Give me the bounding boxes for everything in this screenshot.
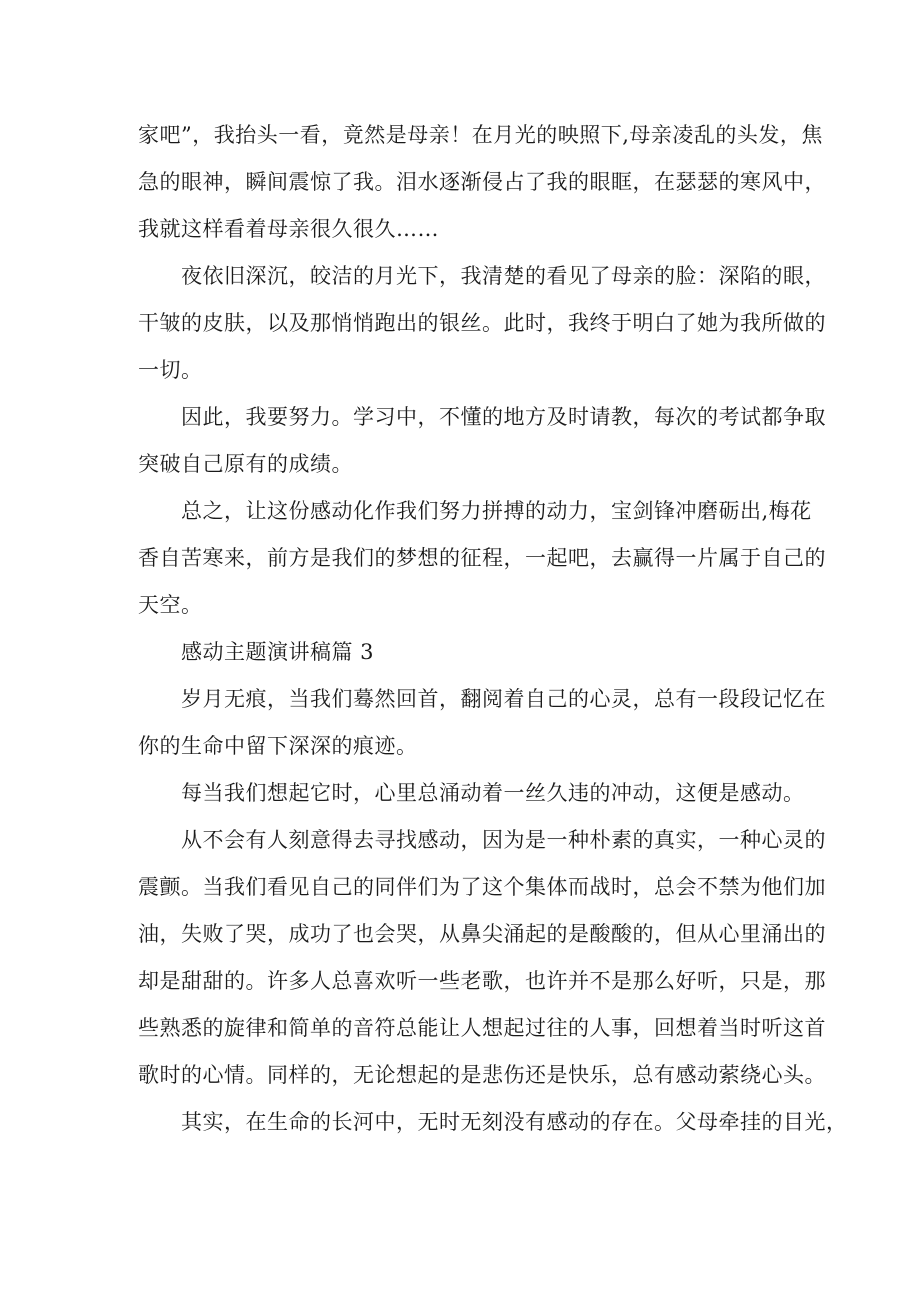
text-line: 家吧”，我抬头一看，竟然是母亲！在月光的映照下,母亲凌乱的头发，焦 xyxy=(138,123,823,147)
text-line: 油，失败了哭，成功了也会哭，从鼻尖涌起的是酸酸的，但从心里涌出的 xyxy=(138,922,826,946)
text-line: 急的眼神，瞬间震惊了我。泪水逐渐侵占了我的眼眶，在瑟瑟的寒风中， xyxy=(138,170,826,194)
text-line: 突破自己原有的成绩。 xyxy=(138,452,353,476)
text-line: 因此，我要努力。学习中，不懂的地方及时请教，每次的考试都争取 xyxy=(138,405,826,429)
text-line: 从不会有人刻意得去寻找感动，因为是一种朴素的真实，一种心灵的 xyxy=(138,828,826,852)
text-line: 香自苦寒来，前方是我们的梦想的征程，一起吧，去赢得一片属于自己的 xyxy=(138,546,826,570)
text-line: 每当我们想起它时，心里总涌动着一丝久违的冲动，这便是感动。 xyxy=(138,781,805,805)
document-body xyxy=(138,112,848,1146)
text-line: 一切。 xyxy=(138,358,203,382)
text-line: 却是甜甜的。许多人总喜欢听一些老歌，也许并不是那么好听，只是，那 xyxy=(138,969,826,993)
text-line: 其实，在生命的长河中，无时无刻没有感动的存在。父母牵挂的目光， xyxy=(138,1110,848,1134)
text-line: 干皱的皮肤，以及那悄悄跑出的银丝。此时，我终于明白了她为我所做的 xyxy=(138,311,826,335)
text-line: 些熟悉的旋律和简单的音符总能让人想起过往的人事，回想着当时听这首 xyxy=(138,1016,826,1040)
text-line: 我就这样看着母亲很久很久…… xyxy=(138,217,439,241)
text-line: 天空。 xyxy=(138,593,203,617)
text-line: 你的生命中留下深深的痕迹。 xyxy=(138,734,418,758)
text-line: 岁月无痕，当我们蓦然回首，翻阅着自己的心灵，总有一段段记忆在 xyxy=(138,687,826,711)
text-line: 总之，让这份感动化作我们努力拼搏的动力，宝剑锋冲磨砺出,梅花 xyxy=(138,499,812,523)
text-line: 夜依旧深沉，皎洁的月光下，我清楚的看见了母亲的脸：深陷的眼， xyxy=(138,264,826,288)
text-line: 歌时的心情。同样的，无论想起的是悲伤还是快乐，总有感动萦绕心头。 xyxy=(138,1063,826,1087)
text-line: 震颤。当我们看见自己的同伴们为了这个集体而战时，总会不禁为他们加 xyxy=(138,875,826,899)
section-heading: 感动主题演讲稿篇 3 xyxy=(138,640,375,664)
